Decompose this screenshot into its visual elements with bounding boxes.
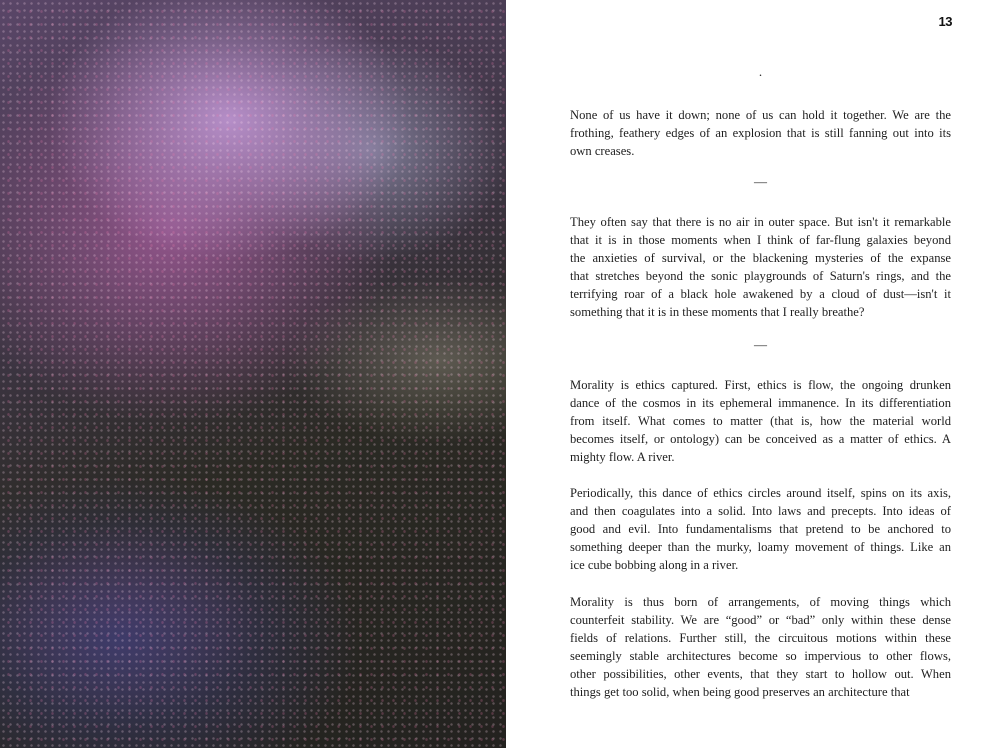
paragraph-3 [570, 376, 951, 466]
text-line: things get too solid, when being good preserves an architecture that [570, 685, 910, 699]
text-line: fields of relations. Further still, the circuitous motions within these [570, 631, 951, 645]
separator-dash: — [754, 174, 767, 189]
text-line: mighty flow. A river. [570, 450, 675, 464]
text-line: seemingly stable architectures become so impervious to other flows, [570, 649, 951, 663]
paragraph-2 [570, 213, 951, 321]
paragraph-4 [570, 484, 951, 574]
text-line: becomes itself, or ontology) can be conceived as a matter of ethics. A [570, 432, 951, 446]
text-line: They often say that there is no air in outer space. But isn't it remarkable [570, 215, 951, 229]
text-line: dance of the cosmos in its ephemeral immanence. In its differentiation [570, 396, 951, 410]
text-line: something deeper than the murky, loamy movement of things. Like an [570, 540, 951, 554]
text-line: counterfeit stability. We are “good” or “bad” only within these dense [570, 613, 951, 627]
text-line: that stretches beyond the sonic playgrounds of Saturn's rings, and the [570, 269, 951, 283]
text-line: other possibilities, other events, that they start to hollow out. When [570, 667, 951, 681]
paragraph-5 [570, 593, 951, 701]
text-line: the anxieties of survival, or the blackening mysteries of the expanse [570, 251, 951, 265]
text-line: and then coagulates into a solid. Into laws and precepts. Into ideas of [570, 504, 951, 518]
text-line: ice cube bobbing along in a river. [570, 558, 739, 572]
text-line: own creases. [570, 144, 635, 158]
text-line: Periodically, this dance of ethics circles around itself, spins on its axis, [570, 486, 951, 500]
text-line: something that it is in these moments that I really breathe? [570, 305, 865, 319]
text-line: None of us have it down; none of us can hold it together. We are the [570, 108, 951, 122]
text-line: Morality is ethics captured. First, ethics is flow, the ongoing drunken [570, 378, 951, 392]
separator-dash: — [754, 337, 767, 352]
paragraph-1 [570, 106, 951, 160]
text-line: from itself. What comes to matter (that is, how the material world [570, 414, 951, 428]
text-line: that it is in those moments when I think of far-flung galaxies beyond [570, 233, 951, 247]
text-line: good and evil. Into fundamentalisms that pretend to be anchored to [570, 522, 951, 536]
text-line: frothing, feathery edges of an explosion that is still fanning out into its [570, 126, 951, 140]
text-line: Morality is thus born of arrangements, of moving things which [570, 595, 951, 609]
section-mark: . [758, 64, 763, 79]
text-line: terrifying roar of a black hole awakened by a cloud of dust—isn't it [570, 287, 951, 301]
page-number: 13 [938, 14, 952, 29]
